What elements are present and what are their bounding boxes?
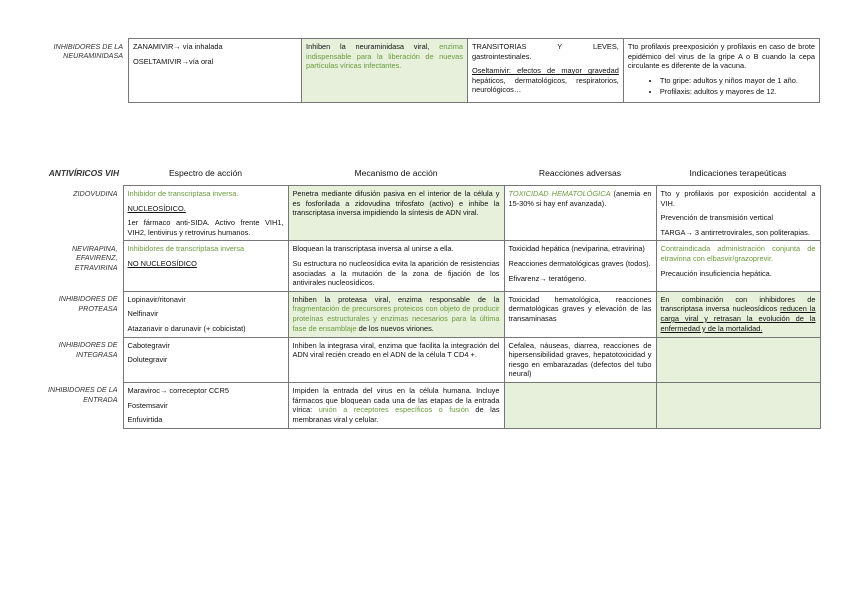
mechanism-cell <box>288 291 504 337</box>
mechanism-text: Impiden la entrada del virus en la célula humana. Incluye fármacos que bloquean cada una de las etapas de la entrada vírica: <box>292 385 500 415</box>
drug-list-cell <box>129 39 302 103</box>
drug-item: Lopinavir/ritonavir <box>127 294 186 304</box>
indications-text: Prevención de transmisión vertical <box>660 213 774 223</box>
header-indicaciones: Indicaciones terapeúticas <box>689 168 787 178</box>
indications-cell-empty <box>656 337 820 382</box>
adverse-text: Reacciones dermatológicas graves (todos). <box>508 258 651 268</box>
adverse-text: hepáticos, dermatológicos, respiratorios, neurológicos… <box>471 75 619 95</box>
mechanism-highlight: fragmentación de precursores proteicos con objeto de producir proteínas estructurales y enzimas necesarios para la última fase de ensamblaje <box>292 304 500 333</box>
spectrum-text: 1er fármaco anti-SIDA. Activo frente VIH1, VIH2, lentivirus y retrovirus humanos. <box>127 218 284 237</box>
adverse-reactions-cell <box>504 186 656 241</box>
indications-cell-empty <box>656 382 820 428</box>
mechanism-highlight: unión a receptores específicos o fusión <box>318 405 469 415</box>
spectrum-highlight: Inhibidor de transcriptasa inversa. <box>127 189 239 198</box>
indications-underlined: reducen la carga viral y retrasan la evolución de la enfermedad y de la mortalidad. <box>660 304 816 333</box>
mechanism-cell <box>288 382 504 428</box>
header-espectro: Espectro de acción <box>168 168 243 178</box>
drug-item: Maraviroc→ correceptor CCR5 <box>127 385 229 395</box>
antiviral-vih-table <box>30 162 821 429</box>
indications-text: Precaución insuficiencia hepática. <box>660 268 772 278</box>
indications-text: Tto profilaxis preexposición y profilaxis en caso de brote epidémico del virus de la gripe A o B cuando la cepa circulante es diferente de la vacuna. <box>627 42 815 71</box>
adverse-text: (anemia en 15-30% si hay enf avanzada). <box>508 189 652 208</box>
adverse-text: TRANSITORIAS Y LEVES, gastrointestinales. <box>471 42 619 61</box>
table-header-row <box>30 162 820 186</box>
table-row <box>30 291 820 337</box>
adverse-underlined: Oseltamivir: efectos de mayor gravedad <box>471 66 619 76</box>
drug-list-cell <box>123 291 288 337</box>
adverse-reactions-cell <box>504 241 656 291</box>
list-item: • Profilaxis: adultos y mayores de 12. <box>660 87 815 97</box>
mechanism-text: Su estructura no nucleosídica evita la aparición de resistencias asociadas a la mutación de la zona de fijación de los antivirales nucleosídicos. <box>292 258 500 288</box>
mechanism-cell <box>302 39 468 103</box>
header-mecanismo: Mecanismo de acción <box>354 168 438 178</box>
list-item: • Tto gripe: adultos y niños mayor de 1 año. <box>660 76 815 86</box>
indications-cell <box>623 39 819 103</box>
header-reacciones: Reacciones adversas <box>538 168 622 178</box>
row-head-nevirapina: NEVIRAPINA, EFAVIRENZ, ETRAVIRINA <box>71 243 118 273</box>
drug-list-cell <box>123 382 288 428</box>
indications-list <box>628 76 815 97</box>
row-head-proteasa: INHIBIDORES DE PROTEASA <box>58 294 118 313</box>
spectrum-underlined: NUCLEOSÍDICO. <box>127 203 186 213</box>
indications-cell <box>656 291 820 337</box>
adverse-highlight: TOXICIDAD HEMATOLÓGICA <box>508 189 611 198</box>
row-head-integrasa: INHIBIDORES DE INTEGRASA <box>58 340 118 359</box>
drug-item: Atazanavir o darunavir (+ cobicistat) <box>127 323 246 333</box>
mechanism-text: Inhiben la proteasa viral, enzima responsable de la <box>292 294 500 304</box>
indications-text: Tto y profilaxis por exposición accidental a VIH. <box>660 189 816 208</box>
spectrum-cell <box>123 186 288 241</box>
drug-item: Nelfinavir <box>127 309 159 319</box>
mechanism-text: Bloquean la transcriptasa inversa al unirse a ella. <box>292 244 454 254</box>
mechanism-text: de las membranas viral y celular. <box>292 405 500 424</box>
drug-item: Cabotegravir <box>127 340 170 350</box>
table-row <box>30 382 820 428</box>
drug-item: Fostemsavir <box>127 400 168 410</box>
mechanism-cell: Penetra mediante difusión pasiva en el interior de la célula y es fosforilada a zidovudina trifosfato (activo) e inhibe la transcriptasa inversa impidiendo la síntesis de ADN viral. <box>288 186 504 241</box>
table-row <box>30 241 820 291</box>
drug-list-cell <box>123 337 288 382</box>
mechanism-text: Inhiben la neuraminidasa viral, <box>306 42 440 51</box>
adverse-reactions-cell: Toxicidad hematológica, reacciones dermatológicas graves y elevación de las transaminasas <box>504 291 656 337</box>
spectrum-underlined: NO NUCLEOSÍDICO <box>127 258 197 268</box>
drug-item: OSELTAMIVIR→vía oral <box>133 56 214 66</box>
row-head-neuraminidasa: INHIBIDORES DE LA NEURAMINIDASA <box>53 41 124 61</box>
row-head-entrada: INHIBIDORES DE LA ENTRADA <box>48 385 118 404</box>
indications-cell <box>656 241 820 291</box>
adverse-reactions-cell: Cefalea, náuseas, diarrea, reacciones de hipersensibilidad graves, hepatotoxicidad y riesgo en embarazadas (defectos del tubo neural) <box>504 337 656 382</box>
mechanism-highlight: enzima indispensable para la liberación de nuevas partículas víricas infectantes. <box>306 42 463 71</box>
row-head-zidovudina: ZIDOVUDINA <box>73 188 118 198</box>
drug-item: Enfuvirtida <box>127 415 163 425</box>
indications-text: TARGA→ 3 antirretrovirales, son politerapias. <box>660 227 810 237</box>
indications-cell <box>656 186 820 241</box>
spectrum-cell <box>123 241 288 291</box>
table-row <box>30 337 820 382</box>
adverse-reactions-cell <box>467 39 623 103</box>
spectrum-highlight: Inhibidores de transcriptasa inversa <box>127 244 245 254</box>
indications-text: En combinación con inhibidores de transcriptasa inversa nucleosídicos <box>660 294 816 314</box>
table-row <box>30 186 820 241</box>
header-antivirales-vih: ANTIVÍRICOS VIH <box>48 168 119 179</box>
table-row <box>30 39 820 103</box>
drug-item: ZANAMIVIR→ vía inhalada <box>133 42 223 51</box>
drug-item: Dolutegravir <box>127 355 168 365</box>
mechanism-cell <box>288 241 504 291</box>
indications-highlight: Contraindicada administración conjunta de etravirina con elbasvir/grazoprevir. <box>660 244 816 263</box>
neuraminidase-table <box>30 38 820 103</box>
mechanism-cell: Inhiben la integrasa viral, enzima que facilita la integración del ADN viral recién creado en el ADN de la célula T CD4 +. <box>288 337 504 382</box>
adverse-text: Efivarenz→ teratógeno. <box>508 273 587 283</box>
adverse-reactions-cell-empty <box>504 382 656 428</box>
adverse-text: Toxicidad hepática (neviparina, etravirina) <box>508 244 645 254</box>
mechanism-text: de los nuevos viriones. <box>356 323 434 333</box>
